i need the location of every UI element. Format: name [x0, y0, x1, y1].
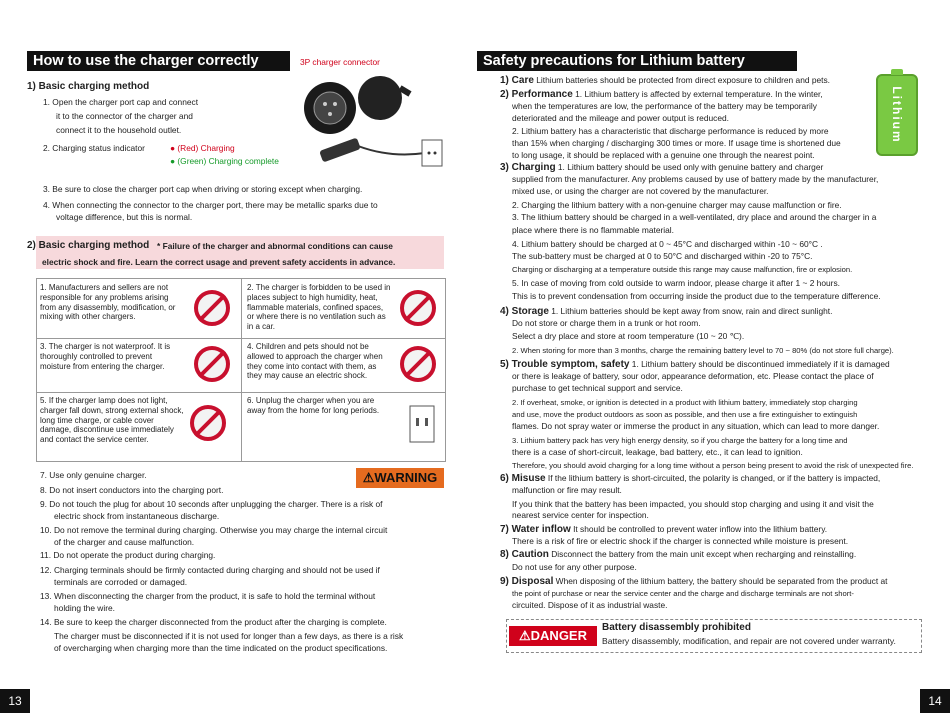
right-line — [512, 510, 920, 521]
prohibit-icon — [194, 346, 230, 382]
section-text: deteriorated and the mileage and power output is reduced. — [512, 113, 729, 123]
right-line — [512, 251, 920, 262]
section-text: or there is leakage of battery, sour odor, appearance deformation, etc. Please contact the place of — [512, 371, 874, 381]
outlet-icon — [408, 404, 436, 444]
prohibit-icon — [400, 346, 436, 382]
section-heading: 3) Charging — [500, 162, 556, 173]
item-9a: 9. Do not touch the plug for about 10 seconds after unplugging the charger. There is a risk of — [40, 499, 383, 509]
section-heading: 6) Misuse — [500, 473, 546, 484]
section-heading: 5) Trouble symptom, safety — [500, 359, 630, 370]
right-line — [512, 138, 920, 149]
section-text: to long usage, it should be replaced with a genuine one through the nearest point. — [512, 150, 815, 160]
section-text: Do not use for any other purpose. — [512, 562, 637, 572]
right-header: Safety precautions for Lithium battery — [477, 51, 797, 71]
item-10b: of the charger and cause malfunction. — [54, 537, 195, 547]
s2-warning-b: electric shock and fire. Learn the correct usage and prevent safety accidents in advance. — [42, 257, 396, 267]
right-line — [512, 278, 920, 289]
right-line — [512, 239, 920, 250]
section-heading: 8) Caution — [500, 549, 549, 560]
s1-item1-line2: it to the connector of the charger and — [56, 111, 193, 121]
right-line — [500, 306, 920, 317]
section-text: when the temperatures are low, the performance of the battery may be temporarily — [512, 101, 817, 111]
danger-badge: ⚠DANGER — [509, 626, 597, 646]
s2-title: 2) Basic charging method — [27, 240, 150, 251]
right-line — [512, 371, 920, 382]
warning-badge: ⚠WARNING — [356, 468, 444, 488]
section-text: Charging or discharging at a temperature outside this range may cause malfunction, fire or explosion. — [512, 265, 853, 274]
section-text: 4. Lithium battery should be charged at 0 ~ 45°C and discharged within -10 ~ 60°C . — [512, 239, 823, 249]
section-text: Select a dry place and store at room temperature (10 ~ 20 ℃). — [512, 331, 745, 341]
cell-3: 3. The charger is not waterproof. It is thoroughly controlled to prevent moisture from entering the charger. — [40, 342, 171, 371]
right-line — [512, 397, 920, 408]
section-text: and use, move the product outdoors as soon as possible, and then use a fire extinguisher to extinguish — [512, 410, 858, 419]
section-text: This is to prevent condensation from occurring inside the product due to the temperature difference. — [512, 291, 881, 301]
right-line — [500, 576, 920, 587]
section-text: 3. Lithium battery pack has very high energy density, so if you charge the battery for a long time and — [512, 436, 848, 445]
item-12b: terminals are corroded or damaged. — [54, 577, 188, 587]
section-heading: 4) Storage — [500, 306, 549, 317]
section-text: If the lithium battery is short-circuited, the polarity is changed, or if the battery is impacted, — [545, 473, 881, 483]
section-text: 2. When storing for more than 3 months, charge the remaining battery level to 70 ~ 80% (do not store full charge). — [512, 346, 894, 355]
right-line — [500, 162, 920, 173]
right-line — [512, 186, 920, 197]
section-text: there is a case of short-circuit, leakage, bad battery, etc., it can lead to ignition. — [512, 447, 803, 457]
right-line — [512, 200, 920, 211]
right-line — [512, 485, 920, 496]
section-text: malfunction or fire may result. — [512, 485, 622, 495]
right-line — [512, 588, 920, 599]
item-7: 7. Use only genuine charger. — [40, 470, 147, 480]
section-heading: 9) Disposal — [500, 576, 554, 587]
right-line — [512, 291, 920, 302]
right-line — [512, 331, 920, 342]
right-line — [500, 359, 920, 370]
right-line — [512, 126, 920, 137]
section-text: 5. In case of moving from cold outside to warm indoor, please charge it after 1 ~ 2 hours. — [512, 278, 840, 288]
section-text: It should be controlled to prevent water inflow into the lithium battery. — [570, 524, 828, 534]
cell-2: 2. The charger is forbidden to be used in places subject to high humidity, heat, flammable materials, confined spaces, or where there is no ventilation such as in a car. — [247, 283, 391, 332]
right-line — [512, 318, 920, 329]
right-line — [512, 600, 920, 611]
section-text: 1. Lithium battery should be used only with genuine battery and charger — [555, 162, 824, 172]
danger-text: Battery disassembly, modification, and repair are not covered under warranty. — [602, 636, 896, 646]
cell-4: 4. Children and pets should not be allowed to approach the charger when they come into contact with them, as they may cause an electric shock. — [247, 342, 383, 381]
section-text: supplied from the manufacturer. Any problems caused by use of battery made by the manufacturer, — [512, 174, 879, 184]
right-line — [512, 345, 920, 356]
section-heading: 1) Care — [500, 75, 534, 86]
item-11: 11. Do not operate the product during charging. — [40, 550, 216, 560]
section-heading: 2) Performance — [500, 89, 573, 100]
section-text: Disconnect the battery from the main unit except when recharging and reinstalling. — [548, 549, 857, 559]
right-page — [475, 0, 950, 713]
item-13b: holding the wire. — [54, 603, 115, 613]
s2-warning-a: * Failure of the charger and abnormal conditions can cause — [157, 241, 393, 251]
s1-item2: 2. Charging status indicator — [43, 143, 145, 153]
section-text: flames. Do not spray water or immerse the product in any situation, which can lead to more danger. — [512, 421, 880, 431]
right-line — [512, 435, 920, 446]
section-text: 2. Lithium battery has a characteristic that discharge performance is reduced by more — [512, 126, 829, 136]
right-line — [500, 524, 920, 535]
cell-5: 5. If the charger lamp does not light, charger fall down, strong external shock, long time charge, or cable cover damage, discontinue use immediately and contact the service center. — [40, 396, 184, 445]
right-line — [512, 225, 920, 236]
cell-1: 1. Manufacturers and sellers are not responsible for any problems arising from any disassembly, modification, or mixing with other chargers. — [40, 283, 176, 322]
s1-title: 1) Basic charging method — [27, 81, 150, 92]
cell-6: 6. Unplug the charger when you are away from the home for long periods. — [247, 396, 380, 415]
charger-illustration — [300, 68, 450, 178]
right-line — [512, 383, 920, 394]
status-green: ● (Green) Charging complete — [170, 156, 279, 166]
right-line — [512, 499, 920, 510]
right-line — [512, 150, 920, 161]
right-line — [512, 421, 920, 432]
right-line — [512, 113, 920, 124]
section-text: 1. Lithium batteries should be kept away from snow, rain and direct sunlight. — [548, 306, 833, 316]
prohibit-icon — [194, 290, 230, 326]
prohibit-icon — [190, 405, 226, 441]
item-12a: 12. Charging terminals should be firmly contacted during charging and should not be used if — [40, 565, 380, 575]
section-text: There is a risk of fire or electric shock if the charger is connected while moisture is present. — [512, 536, 849, 546]
section-text: nearest service center for inspection. — [512, 510, 649, 520]
s1-item1-line3: connect it to the household outlet. — [56, 125, 182, 135]
left-header: How to use the charger correctly — [27, 51, 290, 71]
section-text: circuited. Dispose of it as industrial waste. — [512, 600, 668, 610]
right-line — [512, 562, 920, 573]
item-8: 8. Do not insert conductors into the charging port. — [40, 485, 224, 495]
item-14a: 14. Be sure to keep the charger disconnected from the product after the charging is complete. — [40, 617, 387, 627]
connector-label: 3P charger connector — [300, 57, 380, 67]
item-9b: electric shock from instantaneous discharge. — [54, 511, 220, 521]
right-line — [512, 409, 920, 420]
right-line — [500, 473, 920, 484]
right-line — [512, 460, 920, 471]
item-14b: The charger must be disconnected if it is not used for longer than a few days, as there is a risk — [54, 631, 404, 641]
right-line — [500, 549, 920, 560]
section-text: If you think that the battery has been impacted, you should stop charging and using it and visit the — [512, 499, 874, 509]
s1-item3: 3. Be sure to close the charger port cap when driving or storing except when charging. — [43, 184, 363, 194]
right-line — [512, 536, 920, 547]
section-text: The sub-battery must be charged at 0 to 50°C and discharged within -20 to 75°C. — [512, 251, 813, 261]
prohibit-icon — [400, 290, 436, 326]
danger-title: Battery disassembly prohibited — [602, 622, 751, 633]
section-text: 1. Lithium battery is affected by external temperature. In the winter, — [572, 89, 823, 99]
right-line — [512, 101, 920, 112]
right-line — [512, 447, 920, 458]
section-heading: 7) Water inflow — [500, 524, 571, 535]
right-line — [512, 174, 920, 185]
right-line — [500, 89, 920, 100]
item-10a: 10. Do not remove the terminal during charging. Otherwise you may charge the internal circuit — [40, 525, 388, 535]
status-red: ● (Red) Charging — [170, 143, 235, 153]
section-text: Do not store or charge them in a trunk or hot room. — [512, 318, 701, 328]
section-text: the point of purchase or near the service center and the charge and discharge terminals are not short- — [512, 589, 854, 598]
s1-item4b: voltage difference, but this is normal. — [56, 212, 193, 222]
right-line — [500, 75, 920, 86]
s1-item1-line1: 1. Open the charger port cap and connect — [43, 97, 199, 107]
battery-label: Lithium — [890, 86, 904, 144]
section-text: 1. Lithium battery should be discontinued immediately if it is damaged — [629, 359, 890, 369]
right-line — [512, 212, 920, 223]
item-14c: of overcharging when charging more than the time indicated on the product specifications. — [54, 643, 388, 653]
section-text: 3. The lithium battery should be charged in a well-ventilated, dry place and around the charger in a — [512, 212, 877, 222]
section-text: When disposing of the lithium battery, the battery should be separated from the product at — [553, 576, 888, 586]
page-number-left: 13 — [0, 689, 30, 713]
section-text: mixed use, or using the charger are not covered by the manufacturer. — [512, 186, 769, 196]
right-line — [512, 264, 920, 275]
item-13a: 13. When disconnecting the charger from the product, it is safe to hold the terminal without — [40, 591, 376, 601]
page-number-right: 14 — [920, 689, 950, 713]
section-text: purchase to get technical support and service. — [512, 383, 683, 393]
section-text: 2. Charging the lithium battery with a non-genuine charger may cause malfunction or fire. — [512, 200, 842, 210]
s1-item4a: 4. When connecting the connector to the charger port, there may be metallic sparks due to — [43, 200, 378, 210]
section-text: 2. If overheat, smoke, or ignition is detected in a product with lithium battery, immediately stop charging — [512, 398, 858, 407]
section-text: Lithium batteries should be protected from direct exposure to children and pets. — [533, 75, 830, 85]
section-text: Therefore, you should avoid charging for a long time without a person being present to avoid the risk of unexpected fire. — [512, 461, 914, 470]
section-text: place where there is no flammable material. — [512, 225, 674, 235]
section-text: than 15% when charging / discharging 300 times or more. If usage time is shortened due — [512, 138, 841, 148]
